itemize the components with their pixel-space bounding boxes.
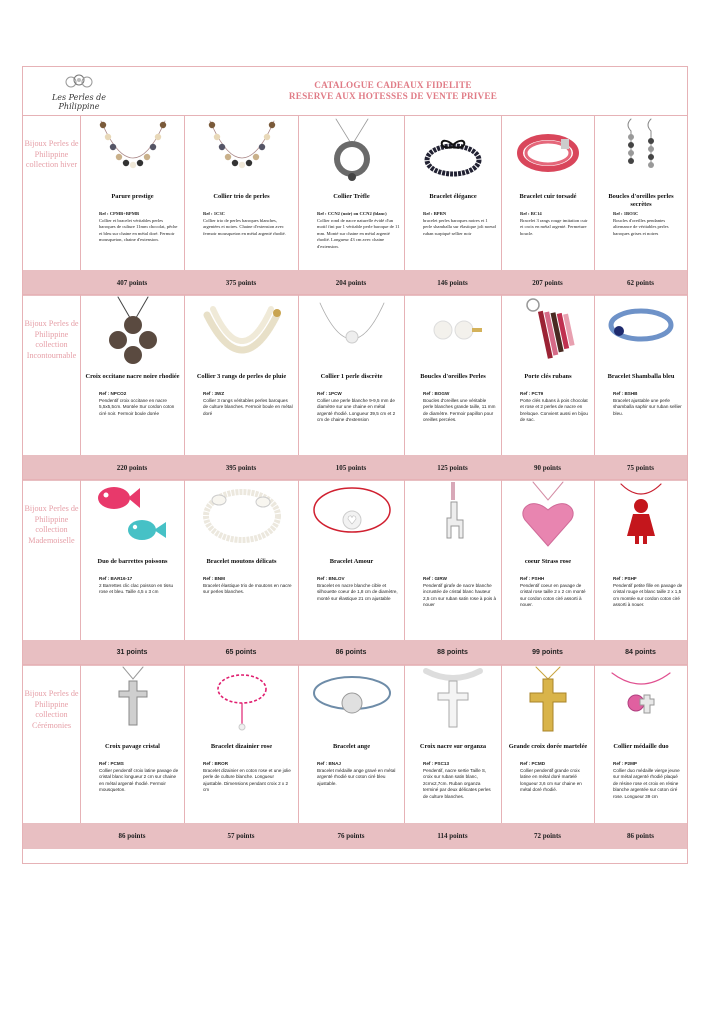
collection-label: Bijoux Perles de Philippine collection hiver bbox=[24, 139, 79, 169]
product-card bbox=[404, 665, 501, 823]
product-ref: Ref : BPRN bbox=[423, 211, 447, 216]
product-description bbox=[317, 391, 400, 424]
product-description bbox=[520, 576, 590, 609]
points-value: 72 points bbox=[533, 832, 562, 840]
product-name: Collier trio de perles bbox=[213, 193, 270, 200]
product-name: Bracelet cuir torsadé bbox=[519, 193, 577, 200]
product-card bbox=[184, 665, 298, 823]
product-description bbox=[203, 211, 294, 237]
product-description bbox=[317, 211, 400, 251]
product-card bbox=[594, 295, 687, 455]
product-name: Croix occitane nacre noire rhodiée bbox=[85, 373, 180, 380]
collection-section bbox=[23, 664, 687, 849]
points-value: 375 points bbox=[225, 279, 257, 287]
product-desc-text: Bracelet en nacre blanche cible et silhouette coeur de 1,8 cm de diamètre, monté sur élastique 21 cm ajustable bbox=[317, 582, 398, 601]
product-ref: Ref : BNLOV bbox=[317, 576, 345, 581]
points-value: 114 points bbox=[437, 832, 468, 840]
medal-duo-icon bbox=[595, 665, 687, 741]
product-desc-text: Collier pendentif croix latine pavage de cristal blanc longueur 2 cm sur chaine en métal argenté rhodié. Fermoir mousqueton. bbox=[99, 767, 179, 793]
product-card bbox=[594, 665, 687, 823]
product-name: Collier 3 rangs de perles de pluie bbox=[196, 373, 287, 380]
product-ref: Ref : BNM bbox=[203, 576, 225, 581]
product-desc-text: Bracelet dizainier en coton rose et une jolie perle de culture blanche. Longueur ajustable. Dimensions pendant croix 2 x 2 cm bbox=[203, 767, 291, 793]
points-value: 88 points bbox=[437, 649, 468, 656]
product-ref: Ref : PCMS bbox=[99, 761, 124, 766]
product-ref: Ref : 1BO3C bbox=[613, 211, 639, 216]
product-description bbox=[613, 391, 683, 417]
pearls-logo-icon bbox=[61, 73, 97, 91]
product-ref: Ref : 1PCW bbox=[317, 391, 342, 396]
points-value: 395 points bbox=[225, 464, 257, 472]
product-name: Bracelet Shamballa bleu bbox=[607, 373, 675, 380]
product-name: Bracelet Amour bbox=[329, 558, 374, 565]
points-bar bbox=[23, 270, 687, 296]
points-value: 220 points bbox=[116, 464, 148, 472]
earrings-icon bbox=[595, 115, 687, 191]
product-card bbox=[184, 295, 298, 455]
product-name: Collier médaille duo bbox=[613, 743, 669, 750]
catalogue-header bbox=[23, 67, 687, 116]
product-ref: Ref : CPMB+BPMB bbox=[99, 211, 140, 216]
product-description bbox=[99, 576, 180, 596]
giraffe-icon bbox=[405, 480, 501, 556]
points-value: 62 points bbox=[626, 279, 655, 287]
product-name: Bracelet ange bbox=[332, 743, 371, 750]
points-value: 86 points bbox=[335, 649, 367, 656]
product-card bbox=[501, 665, 594, 823]
product-description bbox=[423, 391, 497, 424]
product-desc-text: Pendentif coeur en pavage de cristal rose taille 2 x 2 cm monté sur cordon coton ciré assorti à nouer. bbox=[520, 582, 586, 608]
product-ref: Ref : BSHB bbox=[613, 391, 638, 396]
points-bar bbox=[23, 640, 687, 666]
pearl-studs-icon bbox=[405, 295, 501, 371]
product-card bbox=[404, 295, 501, 455]
product-ref: Ref : NPCO2 bbox=[99, 391, 127, 396]
product-name: Collier Trèfle bbox=[333, 193, 370, 200]
product-ref: Ref : PCMD bbox=[520, 761, 546, 766]
brand-logo bbox=[31, 73, 127, 111]
product-desc-text: Boucles d'oreilles une véritable perle blanches grande taille, 11 mm de diamètre. Fermoir papillon pour oreilles percées. bbox=[423, 397, 496, 423]
product-name: coeur Strass rose bbox=[524, 558, 572, 565]
product-desc-text: Collier et bracelet véritables perles baroques de culture 11mm chocolat, pêche et bleu sur chaine en métal doré. Fermoir mousqueton, chaine d'extension. bbox=[99, 217, 178, 243]
points-value: 146 points bbox=[437, 279, 468, 287]
points-value: 86 points bbox=[118, 832, 146, 840]
product-desc-text: Bracelet ajustable une perle shamballa saphir sur ruban sellier bleu. bbox=[613, 397, 682, 416]
product-description bbox=[520, 391, 590, 424]
points-value: 90 points bbox=[533, 464, 562, 472]
product-card bbox=[404, 115, 501, 270]
product-description bbox=[203, 761, 294, 794]
product-ref: Ref : 3WZ bbox=[203, 391, 225, 396]
product-card bbox=[501, 115, 594, 270]
collection-label: Bijoux Perles de Philippine collection Incontournable bbox=[24, 319, 79, 360]
product-description bbox=[423, 211, 497, 237]
product-name: Bracelet moutons délicats bbox=[206, 558, 277, 565]
product-name: Collier 1 perle discrète bbox=[320, 373, 383, 380]
points-value: 31 points bbox=[116, 649, 148, 656]
product-ref: Ref : CCN2 (noir) ou CCN2 (blanc) bbox=[317, 211, 387, 216]
product-card bbox=[501, 295, 594, 455]
product-description bbox=[613, 576, 683, 609]
gold-cross-icon bbox=[502, 665, 594, 741]
points-value: 84 points bbox=[625, 649, 656, 656]
product-desc-text: bracelet perles baroques noires et 1 perle shamballa sur élastique joli noeud ruban surpiqué sellier noir bbox=[423, 217, 496, 236]
cross-pendant-icon bbox=[81, 665, 184, 741]
title-line-1: CATALOGUE CADEAUX FIDELITE bbox=[314, 80, 472, 90]
pearl-strands-icon bbox=[185, 295, 298, 371]
product-desc-text: Bracelet élastique trio de moutons en nacre sur perles blanches. bbox=[203, 582, 292, 595]
product-description bbox=[317, 761, 400, 787]
product-card bbox=[80, 115, 184, 270]
product-card bbox=[298, 115, 404, 270]
product-description bbox=[423, 576, 497, 609]
girl-pendant-icon bbox=[595, 480, 687, 556]
product-ref: Ref : BAR16-17 bbox=[99, 576, 133, 581]
pearl-necklace-icon bbox=[81, 115, 184, 191]
occitan-cross-icon bbox=[81, 295, 184, 371]
product-description bbox=[423, 761, 497, 801]
product-name: Croix pavage cristal bbox=[105, 743, 160, 750]
organza-cross-icon bbox=[405, 665, 501, 741]
product-name: Porte clés rubans bbox=[524, 373, 572, 380]
product-desc-text: Collier une perle blanche 9-9,5 mm de diamètre sur une chaine en métal argenté rhodié. Longueur 39,5 cm et 2 cm de chaine d'extension bbox=[317, 397, 396, 423]
points-value: 407 points bbox=[116, 279, 148, 287]
fish-icon bbox=[81, 480, 184, 556]
brand-logo-text: Les Perles de Philippine bbox=[51, 93, 107, 111]
crystal-heart-icon bbox=[502, 480, 594, 556]
title-line-2: RESERVE AUX HOTESSES DE VENTE PRIVEE bbox=[288, 91, 498, 101]
keyring-icon bbox=[502, 295, 594, 371]
collection-label: Bijoux Perles de Philippine collection Mademoiselle bbox=[24, 504, 79, 545]
heart-bracelet-icon bbox=[299, 480, 404, 556]
product-card bbox=[184, 480, 298, 640]
product-desc-text: Boucles d'oreilles pendantes alternance de véritables perles baroques grises et noires bbox=[613, 217, 669, 236]
product-name: Boucles d'oreilles perles secrètes bbox=[608, 193, 674, 208]
points-value: 57 points bbox=[227, 832, 255, 840]
catalogue-title bbox=[183, 80, 603, 102]
single-pearl-icon bbox=[299, 295, 404, 371]
product-description bbox=[613, 211, 683, 237]
points-bar bbox=[23, 455, 687, 481]
angel-bracelet-icon bbox=[299, 665, 404, 741]
product-ref: Ref : GIRW bbox=[423, 576, 447, 581]
product-name: Bracelet dizainier rose bbox=[210, 743, 273, 750]
points-value: 207 points bbox=[532, 279, 563, 287]
product-ref: Ref : PSHF bbox=[613, 576, 637, 581]
product-card bbox=[80, 665, 184, 823]
product-desc-text: Collier rond de nacre naturelle évidé d'un motif fini par 1 véritable perle baroque de 11 mm. Monté sur chaine en métal argenté rhodié. Longueur 43 cm avec chaine d'extension. bbox=[317, 217, 400, 249]
product-card bbox=[404, 480, 501, 640]
product-card bbox=[80, 295, 184, 455]
product-desc-text: 2 Barrettes clic clac poisson en tissu rose et bleu. Taille 4,5 x 3 cm bbox=[99, 582, 174, 595]
leather-bracelet-icon bbox=[502, 115, 594, 191]
product-description bbox=[317, 576, 400, 602]
collection-section bbox=[23, 115, 687, 296]
product-name: Parure prestige bbox=[111, 193, 154, 200]
product-card bbox=[80, 480, 184, 640]
pearl-necklace-icon bbox=[185, 115, 298, 191]
product-name: Bracelet élégance bbox=[429, 193, 477, 200]
product-ref: Ref : P2MP bbox=[613, 761, 637, 766]
product-description bbox=[99, 211, 180, 244]
points-value: 105 points bbox=[335, 464, 367, 472]
product-ref: Ref : BOGW bbox=[423, 391, 450, 396]
product-desc-text: Collier 3 rangs véritables perles baroques de culture blanches. Fermoir boule en métal doré bbox=[203, 397, 293, 416]
product-desc-text: Collier pendentif grande croix latine en métal doré martelé longueur 3,6 cm sur chaine en métal doré rhodié. bbox=[520, 767, 582, 793]
product-ref: Ref : BROR bbox=[203, 761, 229, 766]
product-desc-text: Pendentif, nacre sertie Taille S, croix sur ruban satin blanc, 2cmx2,7cm. Ruban organza terminé par deux délicates perles de culture blanches. bbox=[423, 767, 491, 799]
product-description bbox=[520, 761, 590, 794]
product-card bbox=[594, 115, 687, 270]
product-description bbox=[203, 391, 294, 417]
points-value: 75 points bbox=[626, 464, 655, 472]
points-value: 125 points bbox=[437, 464, 468, 472]
product-desc-text: Collier duo médaille vierge jeune sur métal argenté rhodié plaqué de résine rose et croix en résine blanche argentée sur coton ciré rose. Longueur 39 cm bbox=[613, 767, 680, 799]
product-description bbox=[613, 761, 683, 801]
collection-label: Bijoux Perles de Philippine collection Cérémonies bbox=[24, 689, 79, 730]
collection-section bbox=[23, 479, 687, 666]
points-bar bbox=[23, 823, 687, 849]
product-name: Croix nacre sur organza bbox=[419, 743, 487, 750]
product-desc-text: Porte clés rubans à pois chocolat et rose et 2 perles de nacre en breloque. Convient aussi en bijou de sac. bbox=[520, 397, 588, 423]
product-card bbox=[298, 665, 404, 823]
bow-bracelet-icon bbox=[405, 115, 501, 191]
catalogue-page bbox=[22, 66, 688, 864]
product-desc-text: Collier trio de perles baroques blanches, argentées et noires. Chaine d'extension avec fermoir mousqueton en métal argenté rhodié. bbox=[203, 217, 286, 236]
product-description bbox=[99, 761, 180, 794]
product-name: Duo de barrettes poissons bbox=[97, 558, 168, 565]
product-desc-text: Pendentif girafe de nacre blanche incrustée de cristal blanc hauteur 2,5 cm sur ruban satin rose à pois à nouer bbox=[423, 582, 497, 608]
shamballa-icon bbox=[595, 295, 687, 371]
points-value: 204 points bbox=[335, 279, 367, 287]
product-desc-text: Bracelet 3 rangs rouge imitation cuir et croix en métal argenté. Fermeture boucle. bbox=[520, 217, 588, 236]
points-value: 76 points bbox=[337, 832, 365, 840]
product-description bbox=[99, 391, 180, 417]
product-ref: Ref : 1C3C bbox=[203, 211, 225, 216]
product-desc-text: Pendentif petite fille en pavage de cristal rouge et blanc taille 2 x 1,5 cm montée sur cordon coton ciré assorti à nouer. bbox=[613, 582, 683, 608]
product-description bbox=[203, 576, 294, 596]
product-desc-text: Pendentif croix occitane en nacre 5,5x5,5cm. Montée Sur cordon coton ciré noir. Fermoir boule dorée bbox=[99, 397, 175, 416]
clover-pendant-icon bbox=[299, 115, 404, 191]
product-ref: Ref : PSHH bbox=[520, 576, 545, 581]
points-value: 99 points bbox=[532, 649, 563, 656]
sheep-bracelet-icon bbox=[185, 480, 298, 556]
collection-section bbox=[23, 294, 687, 481]
product-card bbox=[298, 480, 404, 640]
rosary-bracelet-icon bbox=[185, 665, 298, 741]
product-name: Grande croix dorée martelée bbox=[508, 743, 588, 750]
product-card bbox=[184, 115, 298, 270]
product-card bbox=[298, 295, 404, 455]
product-description bbox=[520, 211, 590, 237]
product-ref: Ref : BC14 bbox=[520, 211, 542, 216]
product-card bbox=[594, 480, 687, 640]
product-ref: Ref : BNAJ bbox=[317, 761, 341, 766]
product-name: Boucles d'oreilles Perles bbox=[420, 373, 486, 380]
product-card bbox=[501, 480, 594, 640]
product-ref: Ref : PSC13 bbox=[423, 761, 450, 766]
product-desc-text: Bracelet médaille ange gravé en métal argenté rhodié sur coton ciré bleu ajustable. bbox=[317, 767, 396, 786]
points-value: 86 points bbox=[626, 832, 655, 840]
product-ref: Ref : PCT9 bbox=[520, 391, 544, 396]
points-value: 65 points bbox=[225, 649, 257, 656]
